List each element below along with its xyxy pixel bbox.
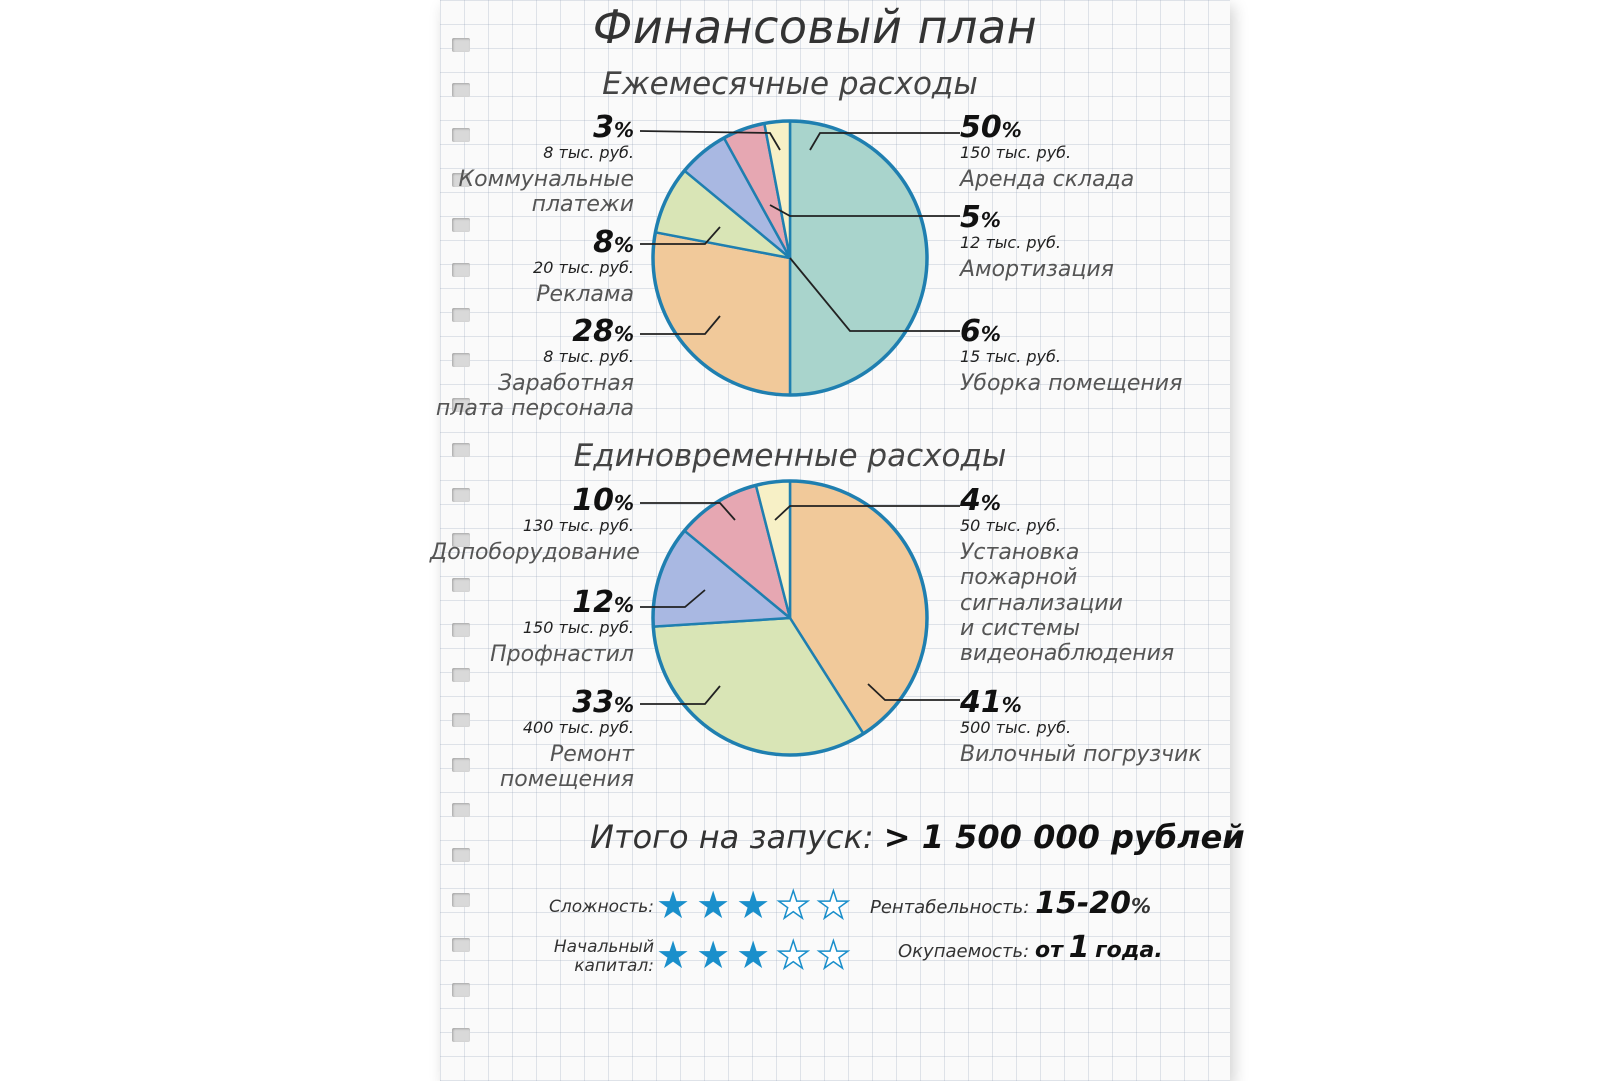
label-m-8: 8% 20 тыс. руб. Реклама	[533, 225, 634, 307]
label-m-50: 50% 150 тыс. руб. Аренда склада	[960, 110, 1135, 192]
label-o-10: 10% 130 тыс. руб. Допоборудование	[430, 483, 640, 565]
star-icon: ★	[816, 883, 851, 927]
label-o-12: 12% 150 тыс. руб. Профнастил	[490, 585, 634, 667]
star-icon: ★	[696, 933, 731, 977]
total-line: Итого на запуск: > 1 500 000 рублей	[590, 818, 1245, 856]
onetime-pie	[653, 481, 927, 755]
pie-slice-50	[790, 121, 927, 395]
monthly-chart-title: Ежемесячные расходы	[602, 66, 978, 102]
capital-stars	[656, 933, 851, 977]
profitability-metric: Рентабельность: 15-20%	[870, 886, 1152, 921]
pie-slice-28	[653, 232, 790, 395]
page-title: Финансовый план	[592, 0, 1038, 54]
label-o-33: 33% 400 тыс. руб. Ремонт помещения	[499, 685, 634, 793]
star-icon: ★	[656, 933, 691, 977]
star-icon: ★	[776, 883, 811, 927]
capital-label: Начальный капитал:	[553, 937, 654, 976]
label-m-6: 6% 15 тыс. руб. Уборка помещения	[960, 314, 1183, 396]
complexity-label: Сложность:	[549, 897, 654, 917]
star-icon: ★	[736, 933, 771, 977]
onetime-chart-title: Единовременные расходы	[573, 438, 1007, 474]
star-icon: ★	[736, 883, 771, 927]
complexity-stars	[656, 883, 851, 927]
star-icon: ★	[816, 933, 851, 977]
payback-metric: Окупаемость: от 1 года.	[898, 930, 1163, 965]
star-icon: ★	[656, 883, 691, 927]
star-icon: ★	[696, 883, 731, 927]
label-m-5: 5% 12 тыс. руб. Амортизация	[960, 200, 1114, 282]
star-icon: ★	[776, 933, 811, 977]
label-o-4: 4% 50 тыс. руб. Установка пожарной сигнализации и системы видеонаблюдения	[960, 483, 1175, 667]
label-m-28: 28% 8 тыс. руб. Заработная плата персонала	[435, 314, 634, 422]
label-o-41: 41% 500 тыс. руб. Вилочный погрузчик	[960, 685, 1202, 767]
label-m-3: 3% 8 тыс. руб. Коммунальные платежи	[458, 110, 634, 218]
